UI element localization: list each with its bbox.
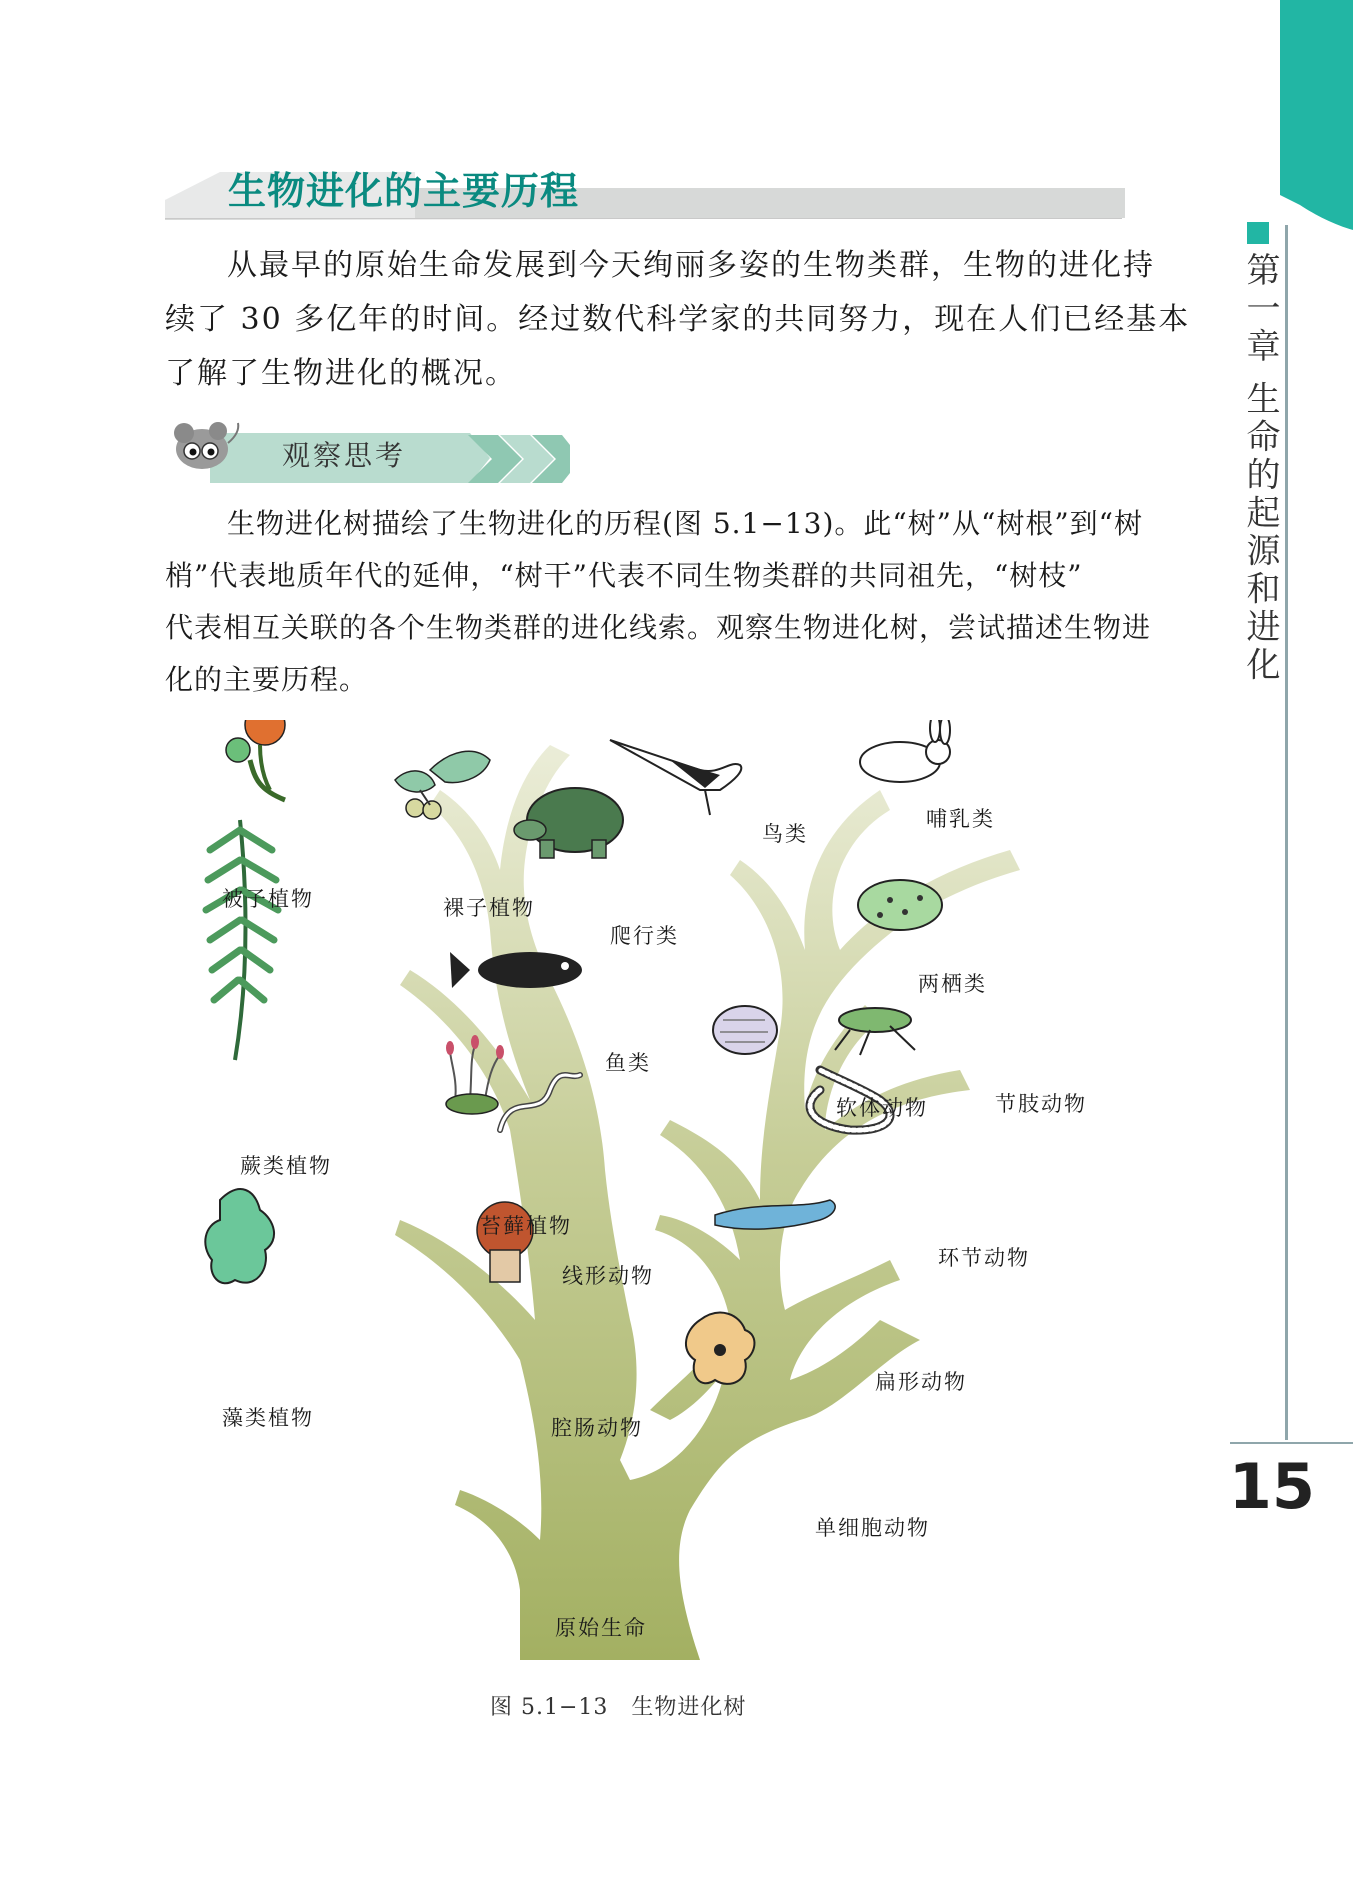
section-title: 生物进化的主要历程 xyxy=(228,169,580,213)
observe-paragraph xyxy=(165,498,1152,706)
label-coelenterates: 腔肠动物 xyxy=(551,1416,643,1440)
angiosperm-flower-icon xyxy=(226,720,285,800)
chapter-tab-decoration xyxy=(1280,0,1353,230)
intro-line: 了解了生物进化的概况。 xyxy=(165,356,517,391)
amphibian-frog-icon xyxy=(858,880,942,930)
bird-wagtail-icon xyxy=(610,740,741,815)
observe-line: 代表相互关联的各个生物类群的进化线索。观察生物进化树，尝试描述生物进 xyxy=(165,611,1152,644)
intro-paragraph xyxy=(165,239,1191,401)
label-reptiles: 爬行类 xyxy=(610,924,679,948)
chapter-marker-square xyxy=(1247,222,1269,244)
observe-line: 化的主要历程。 xyxy=(165,663,369,696)
mammal-rabbit-icon xyxy=(860,720,950,782)
evolution-tree-figure xyxy=(200,720,1160,1680)
intro-line: 从最早的原始生命发展到今天绚丽多姿的生物类群，生物的进化持 xyxy=(227,248,1155,283)
label-gymnosperms: 裸子植物 xyxy=(443,896,535,920)
algae-icon xyxy=(205,1189,274,1283)
label-amphibians: 两栖类 xyxy=(918,972,987,996)
figure-caption: 图 5.1−13 生物进化树 xyxy=(490,1695,747,1720)
fish-icon xyxy=(450,952,582,988)
label-birds: 鸟类 xyxy=(762,822,808,846)
label-algae: 藻类植物 xyxy=(222,1406,314,1430)
label-mammals: 哺乳类 xyxy=(926,807,995,831)
label-mollusks: 软体动物 xyxy=(836,1096,928,1120)
section-rule xyxy=(165,218,1122,219)
observe-label: 观察思考 xyxy=(282,439,407,472)
label-arthropods: 节肢动物 xyxy=(995,1092,1087,1116)
label-nematodes: 线形动物 xyxy=(562,1264,654,1288)
label-origin: 原始生命 xyxy=(555,1616,647,1640)
label-ferns: 蕨类植物 xyxy=(240,1154,332,1178)
observe-line: 生物进化树描绘了生物进化的历程(图 5.1−13)。此“树”从“树根”到“树 xyxy=(227,507,1143,540)
label-flatworms: 扁形动物 xyxy=(875,1370,967,1394)
page-number: 15 xyxy=(1228,1450,1315,1523)
label-angiosperms: 被子植物 xyxy=(222,887,314,911)
intro-line: 续了 30 多亿年的时间。经过数代科学家的共同努力，现在人们已经基本 xyxy=(165,302,1191,337)
label-annelids: 环节动物 xyxy=(938,1246,1030,1270)
chapter-title: 第一章 生命的起源和进化 xyxy=(1240,252,1280,685)
label-fish: 鱼类 xyxy=(605,1051,651,1075)
observe-line: 梢”代表地质年代的延伸，“树干”代表不同生物类群的共同祖先，“树枝” xyxy=(165,559,1083,592)
fern-icon xyxy=(206,820,278,1060)
mollusk-shell-icon xyxy=(713,1006,777,1054)
label-mosses: 苔藓植物 xyxy=(480,1214,572,1238)
label-protozoa: 单细胞动物 xyxy=(815,1516,930,1540)
page-number-rule xyxy=(1230,1442,1353,1444)
evolution-tree-svg xyxy=(200,720,1160,1680)
chapter-side-rule xyxy=(1285,225,1288,1440)
